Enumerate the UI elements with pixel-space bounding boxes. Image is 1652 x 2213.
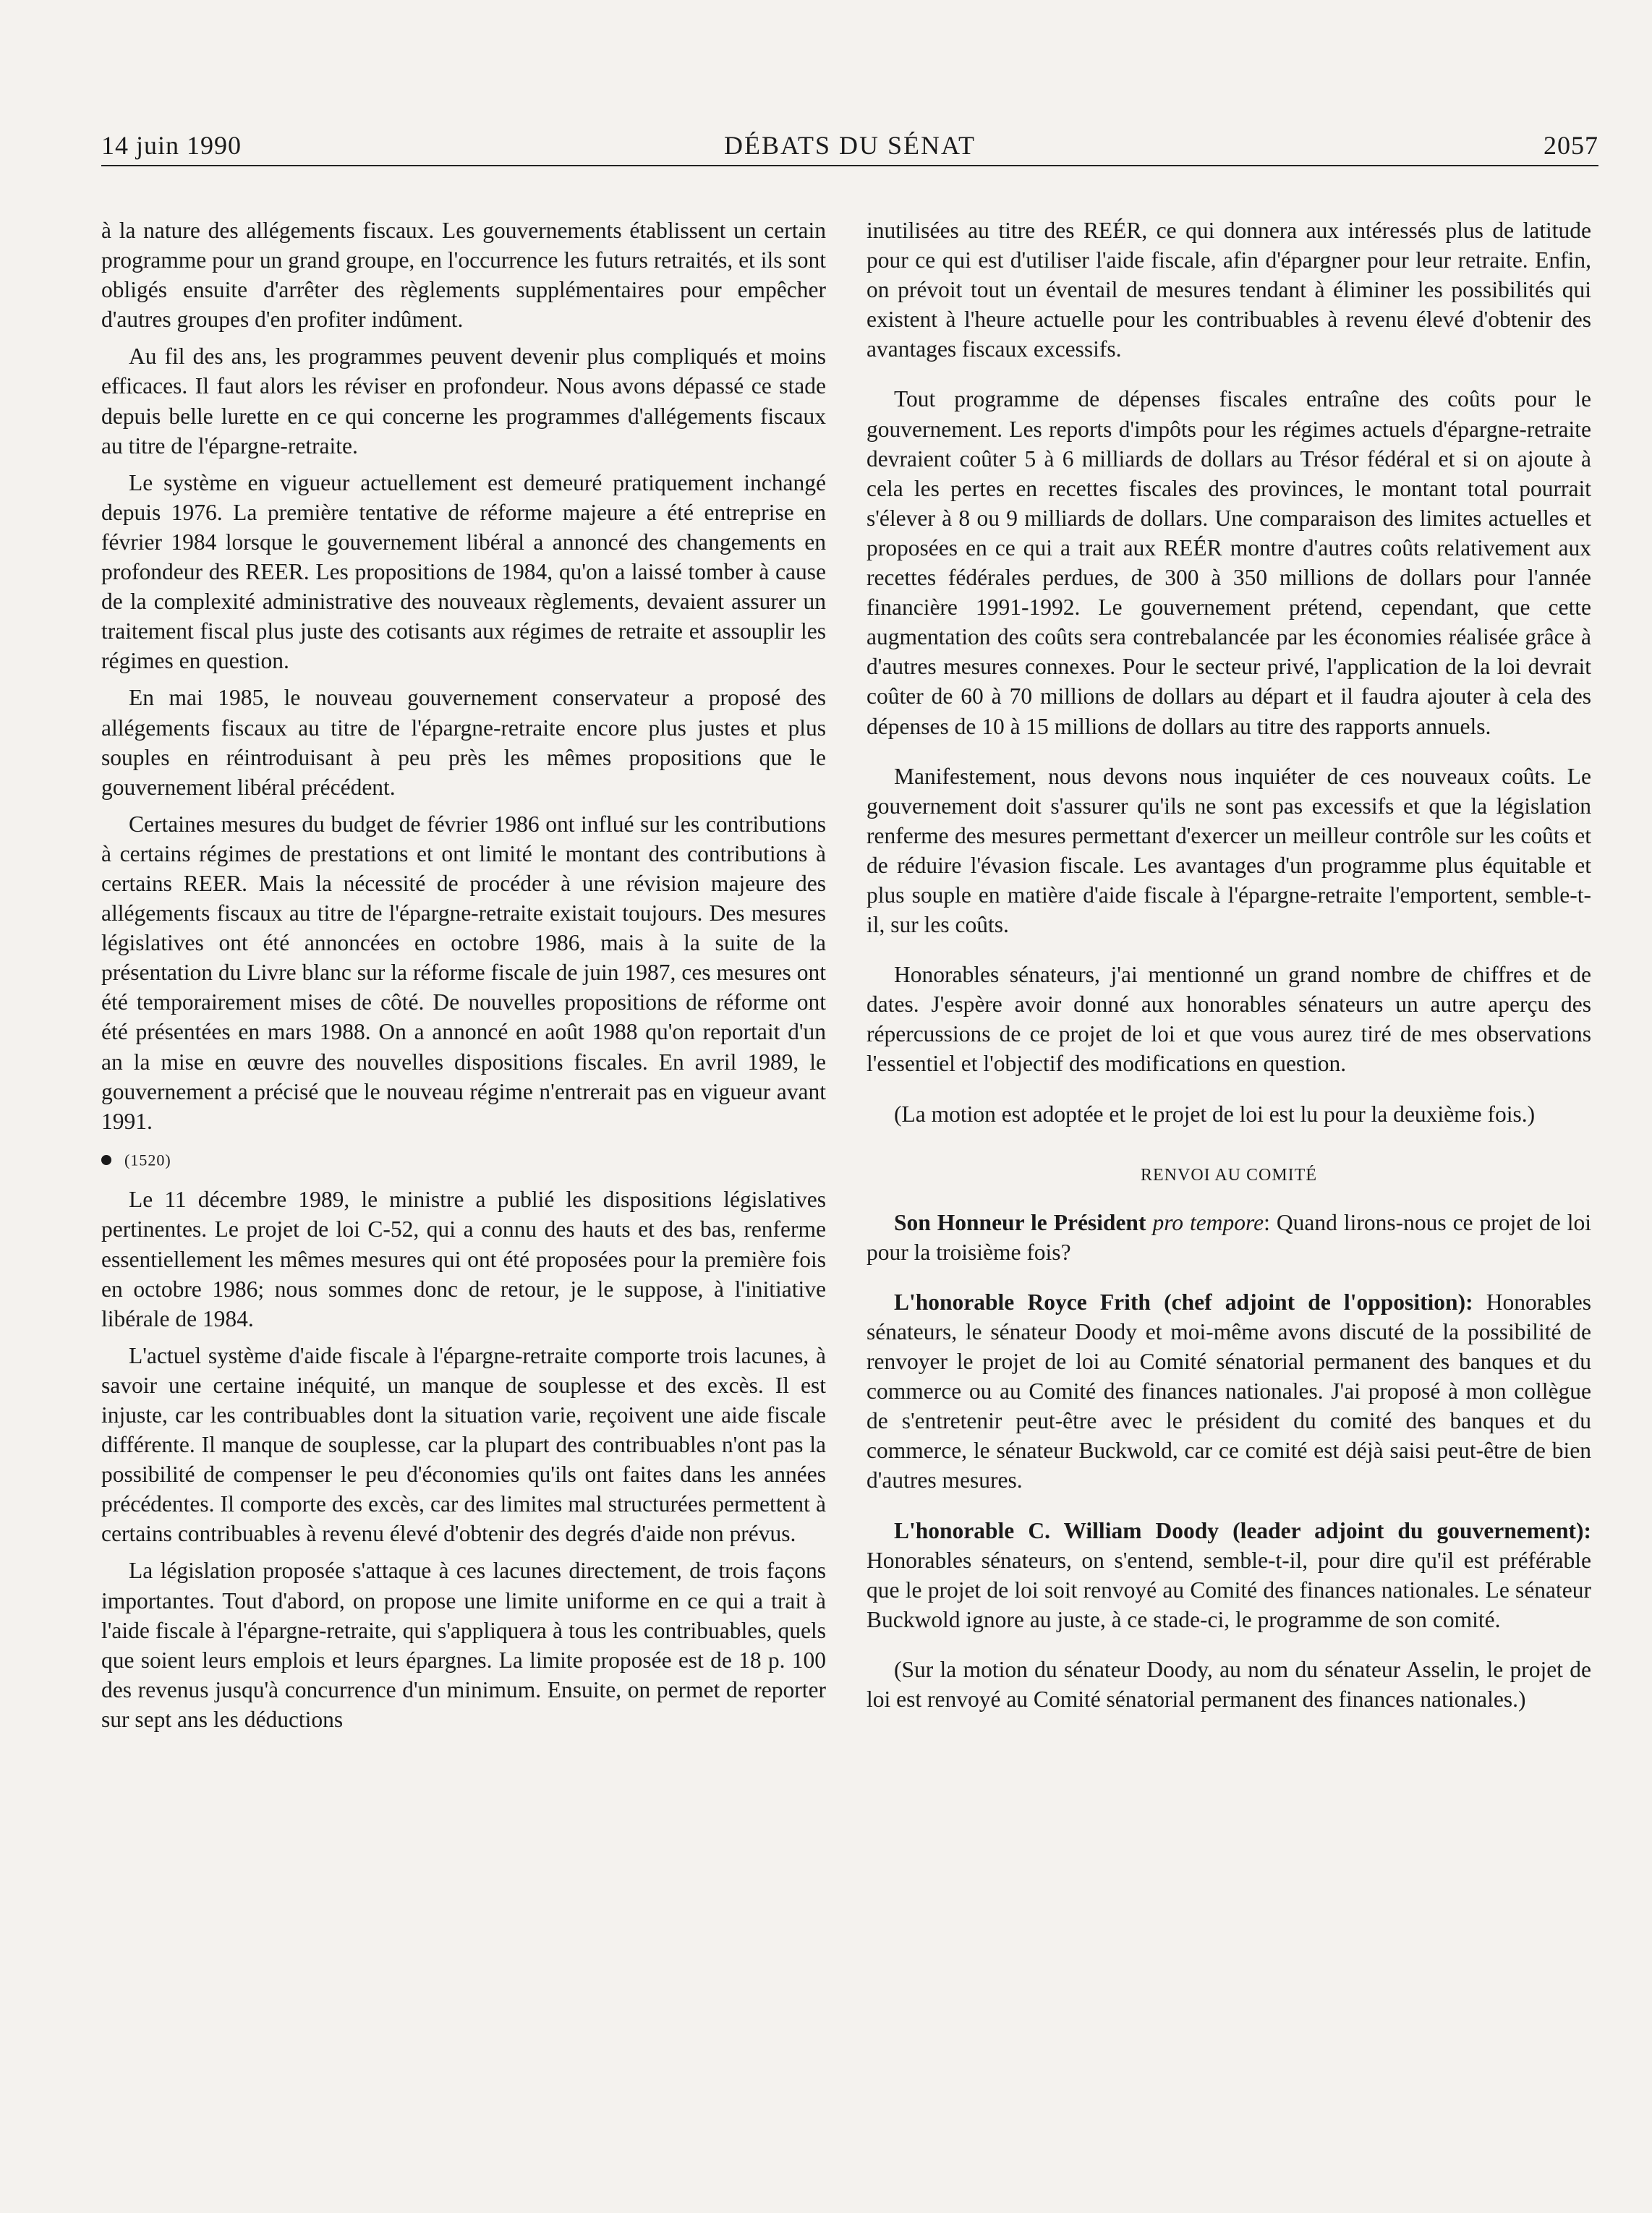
header-rule [101, 165, 1598, 166]
page-header [101, 130, 1598, 166]
paragraph: La législation proposée s'attaque à ces lacunes directement, de trois façons importantes. Tout d'abord, on propose une limite uniforme en ce qui a trait à l'aide fiscale à l'épargne-retraite, qui s'appliquera à tous les contribuables, quels que soient leurs emplois et leurs épargnes. La limite proposée est de 18 p. 100 des revenus jusqu'à concurrence d'un minimum. Ensuite, on permet de reporter sur sept ans les déductions [101, 1558, 826, 1732]
speech-text: Honorables sénateurs, le sénateur Doody et moi-même avons discuté de la possibilité de renvoyer le projet de loi au Comité sénatorial permanent des banques et du commerce ou au Comité des finances nationales. J'ai proposé à mon collègue de s'entretenir peut-être avec le président du comité des banques et du commerce, le sénateur Buckwold, car ce comité est déjà saisi peut-être de bien d'autres mesures. [867, 1289, 1591, 1493]
page-number: 2057 [1544, 131, 1598, 160]
right-column [867, 216, 1591, 1721]
paragraph: Le système en vigueur actuellement est demeuré pratiquement inchangé depuis 1976. La première tentative de réforme majeure a été entreprise en février 1984 lorsque le gouvernement libéral a annoncé des changements en profondeur des REER. Les propositions de 1984, qu'on a laissé tomber à cause de la complexité administrative des nouveaux règlements, devaient assurer un traitement fiscal plus juste des cotisants aux régimes de retraite et assouplir les régimes en question. [101, 469, 826, 674]
paragraph: Tout programme de dépenses fiscales entraîne des coûts pour le gouvernement. Les reports d'impôts pour les régimes actuels d'épargne-retraite devraient coûter 5 à 6 milliards de dollars au Trésor fédéral et si on ajoute à cela les pertes en recettes fiscales des provinces, le montant total pourrait s'élever à 8 ou 9 milliards de dollars. Une comparaison des limites actuelles et proposées en ce qui a trait aux REÉR montre d'autres coûts relativement aux recettes fédérales perdues, de 300 à 350 millions de dollars pour l'année financière 1991-1992. Le gouvernement prétend, cependant, que cette augmentation des coûts sera contrebalancée par les économies réalisée grâce à d'autres mesures connexes. Pour le secteur privé, l'application de la loi devrait coûter de 60 à 70 millions de dollars au départ et il faudra ajouter à cela des dépenses de 10 à 15 millions de dollars au titre des rapports annuels. [867, 386, 1591, 739]
paragraph: (La motion est adoptée et le projet de loi est lu pour la deuxième fois.) [894, 1101, 1536, 1127]
paragraph: Manifestement, nous devons nous inquiéter de ces nouveaux coûts. Le gouvernement doit s'assurer qu'ils ne sont pas excessifs et que la législation renferme des mesures permettant d'exercer un meilleur contrôle sur les coûts et de réduire l'évasion fiscale. Les avantages d'un programme plus équitable et plus souple en matière d'aide fiscale à l'épargne-retraite l'emportent, semble-t-il, sur les coûts. [867, 763, 1591, 938]
section-title: RENVOI AU COMITÉ [1141, 1165, 1317, 1185]
speaker-paragraph [867, 1516, 1591, 1634]
header-title: DÉBATS DU SÉNAT [723, 131, 976, 160]
bullet-icon [101, 1155, 111, 1165]
paragraph: (Sur la motion du sénateur Doody, au nom du sénateur Asselin, le projet de loi est renvoyé au Comité sénatorial permanent des finances nationales.) [867, 1656, 1591, 1713]
speech-text: : Quand lirons-nous ce projet de loi pour la troisième fois? [867, 1209, 1591, 1265]
speaker-title: pro tempore [1152, 1209, 1264, 1235]
paragraph: En mai 1985, le nouveau gouvernement conservateur a proposé des allégements fiscaux au titre de l'épargne-retraite encore plus justes et plus souples en réintroduisant à peu près les mêmes propositions que le gouvernement libéral précédent. [101, 685, 826, 800]
speaker-paragraph [867, 1287, 1591, 1496]
paragraph: L'actuel système d'aide fiscale à l'épargne-retraite comporte trois lacunes, à savoir une certaine inéquité, un manque de souplesse et des excès. Il est injuste, car les contribuables dont la situation varie, reçoivent une aide fiscale différente. Il manque de souplesse, car la plupart des contribuables n'ont pas la possibilité de compenser le peu d'économies qu'ils ont faites dans les années précédentes. Il comporte des excès, car des limites mal structurées permettent à certains contribuables à revenu élevé d'obtenir des degrés d'aide non prévus. [101, 1342, 826, 1547]
paragraph: à la nature des allégements fiscaux. Les gouvernements établissent un certain programme pour un grand groupe, en l'occurrence les futurs retraités, et ils sont obligés ensuite d'arrêter des règlements supplémentaires pour empêcher d'autres groupes d'en profiter indûment. [101, 218, 826, 333]
speaker-name: L'honorable Royce Frith (chef adjoint de l'opposition): [894, 1289, 1473, 1315]
paragraph: Au fil des ans, les programmes peuvent devenir plus compliqués et moins efficaces. Il faut alors les réviser en profondeur. Nous avons dépassé ce stade depuis belle lurette en ce qui concerne les programmes d'allégements fiscaux au titre de l'épargne-retraite. [101, 344, 826, 459]
left-column [101, 216, 826, 1741]
paragraph: Certaines mesures du budget de février 1986 ont influé sur les contributions à certains régimes de prestations et ont limité le montant des contributions à certains REER. Mais la nécessité de procéder à une révision majeure des allégements fiscaux au titre de l'épargne-retraite existait toujours. Des mesures législatives ont été annoncées en octobre 1986, mais à la suite de la présentation du Livre blanc sur la réforme fiscale de juin 1987, ces mesures ont été temporairement mises de côté. De nouvelles propositions de réforme ont été présentées en mars 1988. On a annoncé en août 1988 qu'on reportait d'un an la mise en œuvre des nouvelles dispositions fiscales. En avril 1989, le gouvernement a précisé que le nouveau régime n'entrerait pas en vigueur avant 1991. [101, 811, 826, 1134]
paragraph: Honorables sénateurs, j'ai mentionné un grand nombre de chiffres et de dates. J'espère avoir donné aux honorables sénateurs un autre aperçu des répercussions de ce projet de loi et que vous aurez tiré de mes observations l'essentiel et l'objectif des modifications en question. [867, 962, 1591, 1077]
time-marker [101, 1143, 826, 1175]
time-marker-label: (1520) [124, 1151, 171, 1169]
paragraph: inutilisées au titre des REÉR, ce qui donnera aux intéressés plus de latitude pour ce qui est d'utiliser l'aide fiscale, afin d'épargner pour leur retraite. Enfin, on prévoit tout un éventail de mesures tendant à éliminer les possibilités qui existent à l'heure actuelle pour les contribuables à revenu élevé d'obtenir des avantages fiscaux excessifs. [867, 218, 1591, 362]
header-date: 14 juin 1990 [101, 131, 242, 160]
speaker-name: L'honorable C. William Doody (leader adjoint du gouvernement): [894, 1517, 1591, 1543]
speaker-paragraph [867, 1208, 1591, 1267]
speaker-name: Son Honneur le Président [894, 1209, 1146, 1235]
speech-text: Honorables sénateurs, on s'entend, semble-t-il, pour dire qu'il est préférable que le projet de loi soit renvoyé au Comité des finances nationales. Le sénateur Buckwold ignore au juste, à ce stade-ci, le programme de son comité. [867, 1547, 1591, 1632]
paragraph: Le 11 décembre 1989, le ministre a publié les dispositions législatives pertinentes. Le projet de loi C-52, qui a connu des hauts et des bas, renferme essentiellement les mêmes mesures qui ont été proposées pour la première fois en octobre 1986; nous sommes donc de retour, je le suppose, à l'initiative libérale de 1984. [101, 1187, 826, 1331]
